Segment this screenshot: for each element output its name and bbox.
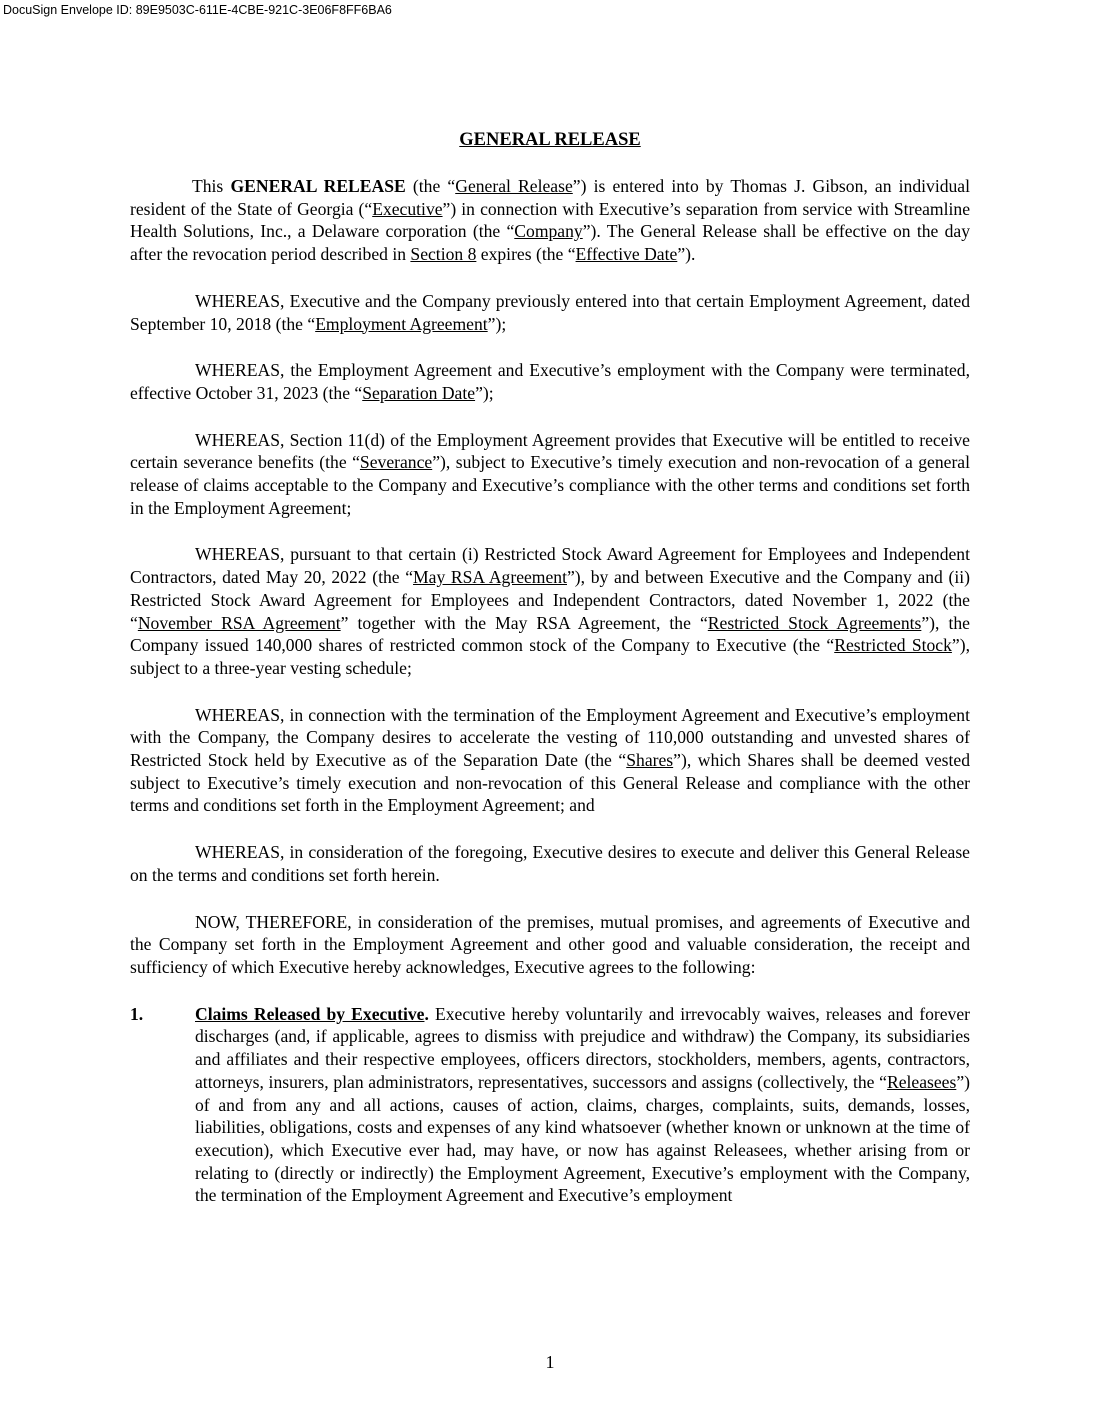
section-number: 1. xyxy=(130,1003,144,1024)
whereas-paragraph-1: WHEREAS, Executive and the Company previously entered into that certain Employment Agreement, dated September 10, 2018 (the “Employment Agreement”); xyxy=(130,290,970,334)
document-title: GENERAL RELEASE xyxy=(459,130,641,150)
whereas-paragraph-6: WHEREAS, in consideration of the foregoing, Executive desires to execute and deliver this General Release on the terms and conditions set forth herein. xyxy=(130,842,970,885)
section-heading: Claims Released by Executive xyxy=(195,1003,425,1024)
document-body xyxy=(130,175,970,1207)
now-therefore-paragraph: NOW, THEREFORE, in consideration of the premises, mutual promises, and agreements of Executive and the Company set forth in the Employment Agreement and other good and valuable consideration, the receipt and sufficiency of which Executive hereby acknowledges, Executive agrees to the following: xyxy=(130,911,970,977)
section-1-claims-released: 1. Claims Released by Executive. Executive hereby voluntarily and irrevocably waives, releases and forever discharges (and, if applicable, agrees to dismiss with prejudice and withdraw) the Company, its subsidiaries and affiliates and their respective employees, officers directors, stockholders, members, agents, contractors, attorneys, insurers, plan administrators, representatives, successors and assigns (collectively, the “Releasees”) of and from any and all actions, causes of action, claims, charges, complaints, suits, demands, losses, liabilities, obligations, costs and expenses of any kind whatsoever (whether known or unknown at the time of execution), which Executive ever had, may have, or now has against Releasees, whether arising from or relating to (directly or indirectly) the Employment Agreement, Executive’s employment with the Company, the termination of the Employment Agreement and Executive’s employment xyxy=(130,1003,970,1206)
page-number: 1 xyxy=(545,1352,555,1372)
intro-paragraph: This GENERAL RELEASE (the “General Release”) is entered into by Thomas J. Gibson, an individual resident of the State of Georgia (“Executive”) in connection with Executive’s separation from service with Streamline Health Solutions, Inc., a Delaware corporation (the “Company”). The General Release shall be effective on the day after the revocation period described in Section 8 expires (the “Effective Date”). xyxy=(130,176,971,265)
docusign-envelope-id: DocuSign Envelope ID: 89E9503C-611E-4CBE-921C-3E06F8FF6BA6 xyxy=(3,3,392,17)
whereas-paragraph-5: WHEREAS, in connection with the termination of the Employment Agreement and Executive’s employment with the Company, the Company desires to accelerate the vesting of 110,000 outstanding and unvested shares of Restricted Stock held by Executive as of the Separation Date (the “Shares”), which Shares shall be deemed vested subject to Executive’s timely execution and non-revocation of this General Release and compliance with the other terms and conditions set forth in the Employment Agreement; and xyxy=(130,704,970,816)
whereas-paragraph-3: WHEREAS, Section 11(d) of the Employment Agreement provides that Executive will be entitled to receive certain severance benefits (the “Severance”), subject to Executive’s timely execution and non-revocation of a general release of claims acceptable to the Company and Executive’s compliance with the other terms and conditions set forth in the Employment Agreement; xyxy=(130,429,971,518)
whereas-paragraph-2: WHEREAS, the Employment Agreement and Executive’s employment with the Company were terminated, effective October 31, 2023 (the “Separation Date”); xyxy=(130,360,970,403)
whereas-paragraph-4: WHEREAS, pursuant to that certain (i) Restricted Stock Award Agreement for Employees and Independent Contractors, dated May 20, 2022 (the “May RSA Agreement”), by and between Executive and the Company and (ii) Restricted Stock Award Agreement for Employees and Independent Contractors, dated November 1, 2022 (the “November RSA Agreement” together with the May RSA Agreement, the “Restricted Stock Agreements”), the Company issued 140,000 shares of restricted common stock of the Company to Executive (the “Restricted Stock”), subject to a three-year vesting schedule; xyxy=(130,544,970,678)
